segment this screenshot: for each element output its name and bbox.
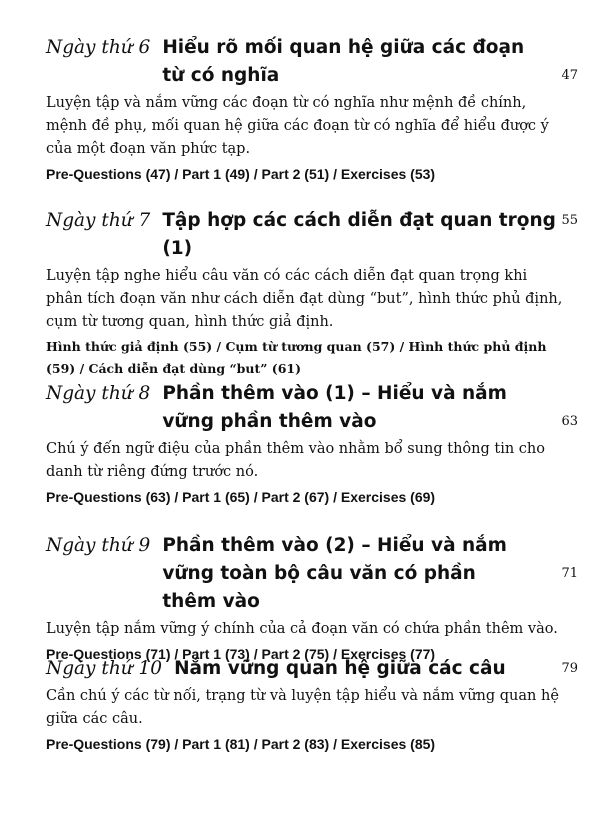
entry-parts: Pre-Questions (71) / Part 1 (73) / Part 2 (75) / Exercises (77) — [46, 646, 436, 662]
entry-heading — [46, 207, 566, 263]
toc-entry-day-9 — [46, 532, 578, 665]
day-label: Ngày thứ 10 — [46, 658, 163, 679]
entry-description: Cần chú ý các từ nối, trạng từ và luyện tập hiểu và nắm vững quan hệ giữa các câu. — [46, 688, 559, 727]
entry-title: Nắm vững quan hệ giữa các câu — [174, 658, 506, 679]
toc-entry-day-8 — [46, 380, 578, 508]
entry-heading — [46, 655, 566, 683]
page-number: 47 — [561, 68, 578, 83]
toc-entry-day-7 — [46, 207, 578, 380]
day-label: Ngày thứ 7 — [46, 210, 151, 231]
entry-heading — [46, 34, 566, 90]
day-label: Ngày thứ 8 — [46, 383, 151, 404]
entry-parts: Pre-Questions (47) / Part 1 (49) / Part 2 (51) / Exercises (53) — [46, 166, 436, 182]
entry-parts: Pre-Questions (79) / Part 1 (81) / Part 2 (83) / Exercises (85) — [46, 736, 436, 752]
page-number: 63 — [561, 414, 578, 429]
entry-heading — [46, 532, 566, 616]
entry-description: Chú ý đến ngữ điệu của phần thêm vào nhằm bổ sung thông tin cho danh từ riêng đứng trước nó. — [46, 441, 545, 480]
page-number: 55 — [561, 213, 578, 228]
entry-description: Luyện tập nắm vững ý chính của cả đoạn văn có chứa phần thêm vào. — [46, 621, 558, 637]
toc-entry-day-10 — [46, 655, 578, 755]
entry-heading — [46, 380, 566, 436]
entry-title: Hiểu rõ mối quan hệ giữa các đoạn từ có nghĩa — [162, 37, 525, 86]
page-number: 71 — [561, 566, 578, 581]
entry-description: Luyện tập nghe hiểu câu văn có các cách diễn đạt quan trọng khi phân tích đoạn văn như cách diễn đạt dùng “but”, hình thức phủ định, cụm từ tương quan, hình thức giả định. — [46, 268, 563, 330]
day-label: Ngày thứ 6 — [46, 37, 151, 58]
entry-parts: Hình thức giả định (55) / Cụm từ tương quan (57) / Hình thức phủ định (59) / Cách diễn đạt dùng “but” (61) — [46, 339, 547, 376]
day-label: Ngày thứ 9 — [46, 535, 151, 556]
entry-title: Phần thêm vào (2) – Hiểu và nắm vững toàn bộ câu văn có phần thêm vào — [162, 535, 507, 612]
page-number: 79 — [561, 661, 578, 676]
entry-title: Phần thêm vào (1) – Hiểu và nắm vững phần thêm vào — [162, 383, 507, 432]
entry-parts: Pre-Questions (63) / Part 1 (65) / Part 2 (67) / Exercises (69) — [46, 489, 436, 505]
toc-entry-day-6 — [46, 34, 578, 185]
entry-title: Tập hợp các cách diễn đạt quan trọng (1) — [162, 210, 556, 259]
entry-description: Luyện tập và nắm vững các đoạn từ có nghĩa như mệnh đề chính, mệnh đề phụ, mối quan hệ giữa các đoạn từ có nghĩa để hiểu được ý của một đoạn văn phức tạp. — [46, 95, 549, 157]
